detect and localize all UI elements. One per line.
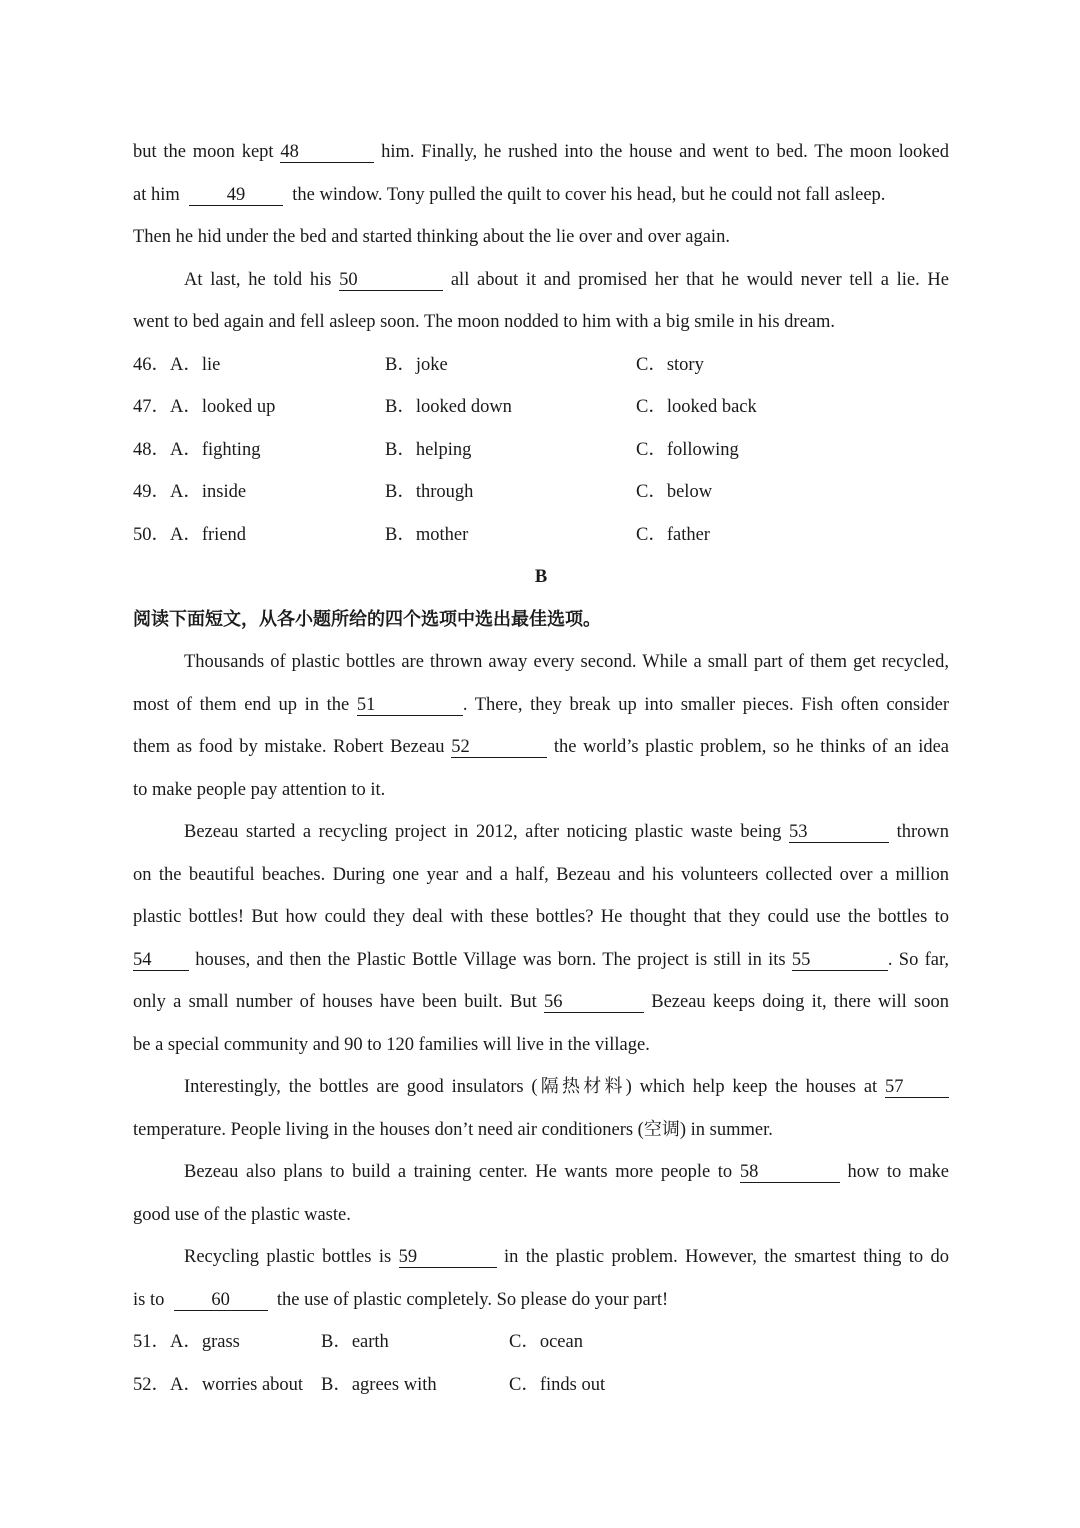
answer-blank: 56 <box>544 993 644 1013</box>
passage-line: went to bed again and fell asleep soon. The moon nodded to him with a big smile in his dream. <box>133 312 836 332</box>
question-row: 46．A．lie B．joke C．story <box>133 354 704 375</box>
answer-blank: 50 <box>339 271 443 291</box>
instruction: 阅读下面短文，从各小题所给的四个选项中选出最佳选项。 <box>133 608 601 630</box>
passage-line: on the beautiful beaches. During one year and a half, Bezeau and his volunteers collected over a million <box>133 864 949 885</box>
passage-line: Recycling plastic bottles is 59 in the plastic problem. However, the smartest thing to do <box>184 1247 950 1267</box>
section-heading: B <box>534 567 548 587</box>
passage-line: them as food by mistake. Robert Bezeau 52 the world’s plastic problem, so he thinks of an idea <box>133 737 950 757</box>
passage-line: most of them end up in the 51 . There, they break up into smaller pieces. Fish often consider <box>133 694 949 715</box>
question-row: 50．A．friend B．mother C．father <box>133 524 710 545</box>
answer-blank: 55 <box>792 951 888 971</box>
passage-line: Bezeau also plans to build a training center. He wants more people to 58 how to make <box>184 1162 949 1182</box>
answer-blank: 48 <box>280 143 374 163</box>
passage-line: Bezeau started a recycling project in 2012, after noticing plastic waste being 53 thrown <box>184 822 950 842</box>
passage-line: is to 60 the use of plastic completely. So please do your part! <box>133 1289 669 1310</box>
question-row: 49．A．inside B．through C．below <box>133 482 713 502</box>
question-row: 48．A．fighting B．helping C．following <box>133 439 739 460</box>
answer-blank: 60 <box>174 1291 268 1311</box>
passage-line: to make people pay attention to it. <box>133 779 386 800</box>
answer-blank: 53 <box>789 823 889 843</box>
passage-line: Then he hid under the bed and started thinking about the lie over and over again. <box>133 227 730 247</box>
passage-line: temperature. People living in the houses don’t need air conditioners (空调) in summer. <box>133 1118 773 1140</box>
answer-blank: 54 <box>133 951 189 971</box>
answer-blank: 57 <box>885 1078 949 1098</box>
passage-line: At last, he told his 50 all about it and promised her that he would never tell a lie. He <box>184 269 950 290</box>
passage-line: but the moon kept 48 him. Finally, he rushed into the house and went to bed. The moon looked <box>133 142 950 162</box>
question-row: 52．A．worries about B．agrees with C．finds out <box>133 1374 606 1395</box>
passage-line: Interestingly, the bottles are good insulators (隔热材料) which help keep the houses at 57 <box>133 1066 949 1109</box>
document-page <box>133 131 949 1406</box>
passage-line: good use of the plastic waste. <box>133 1204 351 1225</box>
answer-blank: 52 <box>451 738 547 758</box>
passage-line: plastic bottles! But how could they deal with these bottles? He thought that they could use the bottles to <box>133 907 949 927</box>
question-row: 51．A．grass B．earth C．ocean <box>133 1332 583 1352</box>
answer-blank: 49 <box>189 186 283 206</box>
answer-blank: 51 <box>357 696 463 716</box>
answer-blank: 58 <box>740 1163 840 1183</box>
passage-line: at him 49 the window. Tony pulled the quilt to cover his head, but he could not fall asleep. <box>133 184 886 205</box>
passage-line: only a small number of houses have been built. But 56 Bezeau keeps doing it, there will soon <box>133 992 949 1012</box>
question-row: 47．A．looked up B．looked down C．looked back <box>133 397 757 417</box>
passage-line: Thousands of plastic bottles are thrown away every second. While a small part of them get recycled, <box>184 652 949 672</box>
passage-line: 54 houses, and then the Plastic Bottle Village was born. The project is still in its 55 . So far, <box>133 949 950 970</box>
passage-line: be a special community and 90 to 120 families will live in the village. <box>133 1034 650 1055</box>
answer-blank: 59 <box>399 1248 497 1268</box>
